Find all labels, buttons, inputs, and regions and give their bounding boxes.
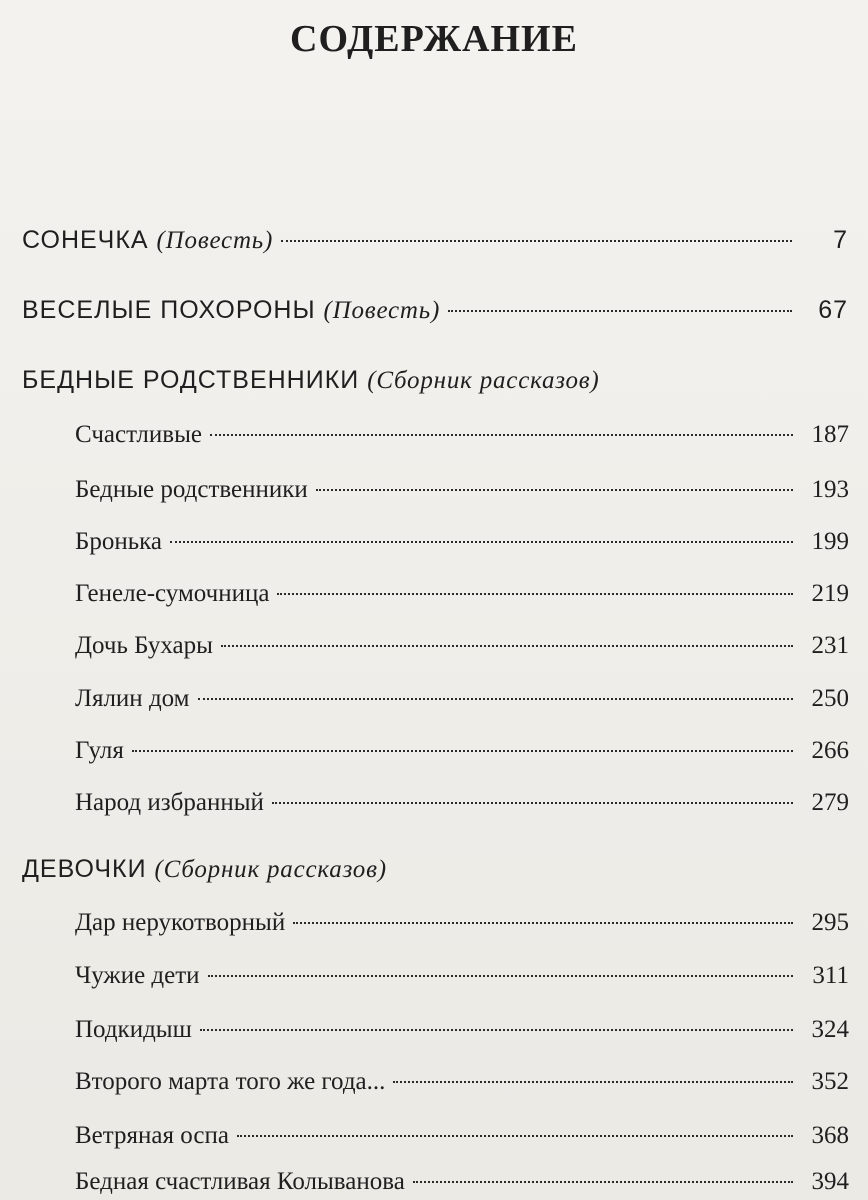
- toc-item[interactable]: Лялин дом 250: [75, 685, 849, 712]
- dot-leader: [448, 310, 792, 312]
- page-title: СОДЕРЖАНИЕ: [290, 18, 578, 60]
- section-heading-girls: ДЕВОЧКИ (Сборник рассказов): [22, 855, 387, 883]
- dot-leader: [316, 489, 793, 491]
- toc-item[interactable]: Бронька 199: [75, 528, 849, 555]
- dot-leader: [272, 802, 793, 804]
- toc-entry-sonechka[interactable]: [22, 228, 848, 253]
- toc-item[interactable]: Ветряная оспа 368: [75, 1122, 849, 1149]
- dot-leader: [170, 541, 793, 543]
- section-heading-poor-relatives: БЕДНЫЕ РОДСТВЕННИКИ (Сборник рассказов): [22, 366, 600, 394]
- dot-leader: [132, 750, 793, 752]
- dot-leader: [208, 975, 793, 977]
- dot-leader: [413, 1181, 793, 1183]
- toc-item[interactable]: Второго марта того же года... 352: [75, 1068, 849, 1095]
- dot-leader: [198, 698, 793, 700]
- toc-item[interactable]: Генеле-сумочница 219: [75, 580, 849, 607]
- dot-leader: [200, 1029, 793, 1031]
- toc-item[interactable]: Дар нерукотворный 295: [75, 909, 849, 936]
- dot-leader: [237, 1135, 793, 1137]
- dot-leader: [210, 434, 793, 436]
- toc-item[interactable]: Гуля 266: [75, 737, 849, 764]
- toc-entry-title: СОНЕЧКА (Повесть): [22, 226, 274, 254]
- toc-page-number: 67: [818, 296, 848, 324]
- dot-leader: [393, 1081, 793, 1083]
- dot-leader: [277, 593, 793, 595]
- toc-entry-title: ВЕСЕЛЫЕ ПОХОРОНЫ (Повесть): [22, 296, 441, 324]
- toc-item[interactable]: Народ избранный 279: [75, 789, 849, 816]
- toc-item[interactable]: Подкидыш 324: [75, 1016, 849, 1043]
- dot-leader: [293, 922, 793, 924]
- dot-leader: [281, 240, 792, 242]
- toc-item[interactable]: Счастливые 187: [75, 421, 849, 448]
- toc-item[interactable]: Чужие дети 311: [75, 962, 849, 989]
- toc-page-number: 7: [833, 226, 848, 254]
- toc-item[interactable]: Бедная счастливая Колыванова 394: [75, 1168, 849, 1195]
- toc-entry-funeral[interactable]: [22, 298, 848, 323]
- toc-item[interactable]: Дочь Бухары 231: [75, 632, 849, 659]
- toc-item[interactable]: Бедные родственники 193: [75, 476, 849, 503]
- dot-leader: [221, 645, 793, 647]
